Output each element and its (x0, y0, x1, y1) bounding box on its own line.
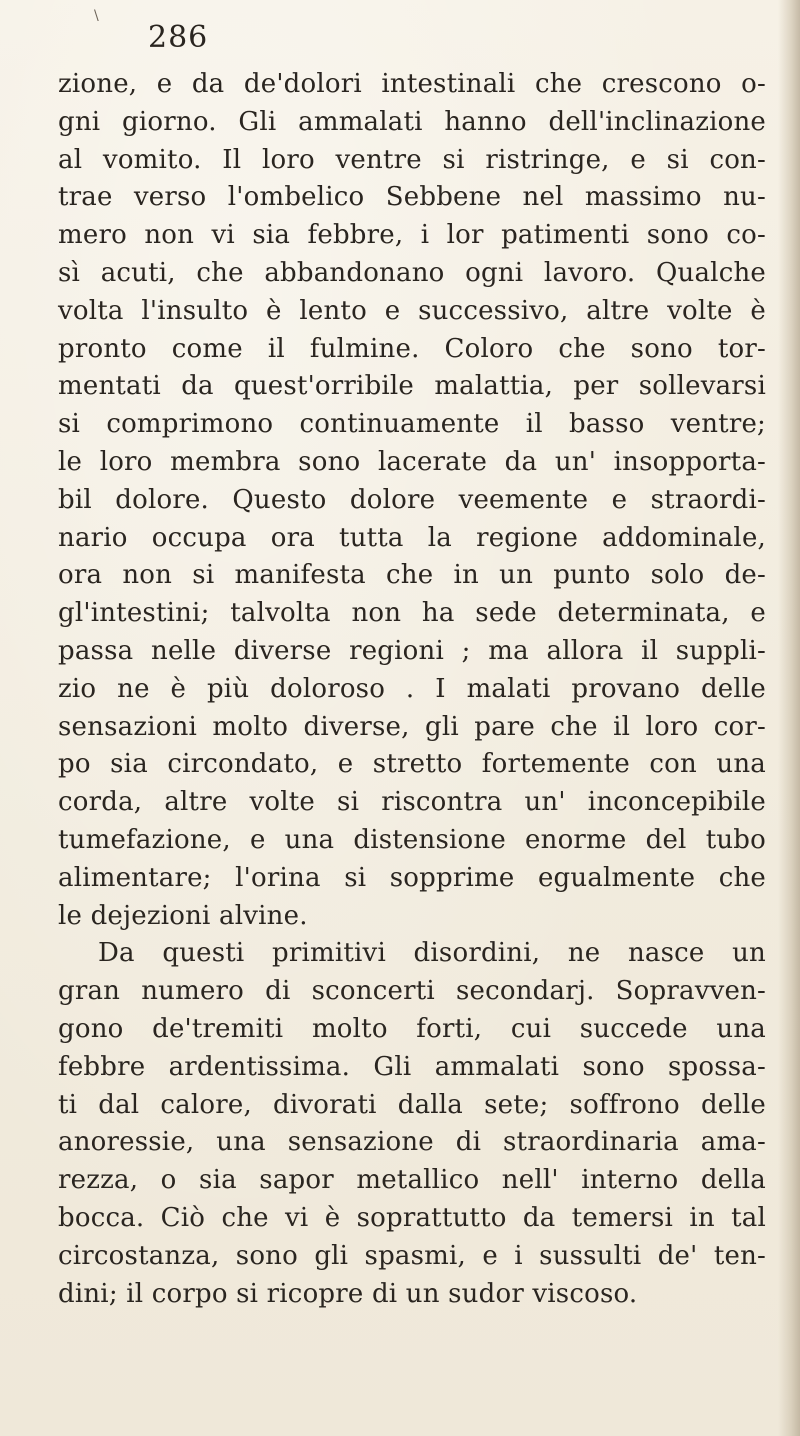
text-line: febbre ardentissima. Gli ammalati sono spossa- (58, 1051, 766, 1082)
body-text (58, 66, 766, 1313)
text-line: sensazioni molto diverse, gli pare che il loro cor- (58, 711, 766, 742)
text-line: anoressie, una sensazione di straordinaria ama- (58, 1127, 766, 1158)
text-line: po sia circondato, e stretto fortemente con una (58, 749, 766, 780)
text-line: trae verso l'ombelico Sebbene nel massimo nu- (58, 182, 766, 213)
paragraph-end-line: dini; il corpo si ricopre di un sudor viscoso. (58, 1278, 638, 1309)
text-line: circostanza, sono gli spasmi, e i sussulti de' ten- (58, 1240, 766, 1271)
text-line: gni giorno. Gli ammalati hanno dell'inclinazione (58, 106, 766, 137)
text-line: gono de'tremiti molto forti, cui succede una (58, 1013, 766, 1044)
text-line: rezza, o sia sapor metallico nell' interno della (58, 1165, 766, 1196)
text-line: ora non si manifesta che in un punto solo de- (58, 560, 766, 591)
text-line: gran numero di sconcerti secondarj. Sopravven- (58, 976, 766, 1007)
text-line: alimentare; l'orina si sopprime egualmente che (58, 862, 766, 893)
text-line: mero non vi sia febbre, i lor patimenti sono co- (58, 220, 766, 251)
text-line: volta l'insulto è lento e successivo, altre volte è (58, 295, 766, 326)
text-line: tumefazione, e una distensione enorme del tubo (58, 824, 766, 855)
text-line: bocca. Ciò che vi è soprattutto da temersi in tal (58, 1202, 766, 1233)
text-line: zione, e da de'dolori intestinali che crescono o- (58, 69, 766, 99)
text-line: corda, altre volte si riscontra un' inconcepibile (58, 787, 766, 818)
text-line: sì acuti, che abbandonano ogni lavoro. Qualche (58, 257, 766, 288)
text-line: zio ne è più doloroso . I malati provano delle (58, 673, 766, 704)
text-line: bil dolore. Questo dolore veemente e straordi- (58, 484, 766, 515)
text-line: si comprimono continuamente il basso ventre; (58, 409, 766, 440)
text-line: pronto come il fulmine. Coloro che sono tor- (58, 333, 766, 364)
page-edge-shadow (778, 0, 800, 1436)
text-line: le loro membra sono lacerate da un' insopporta- (58, 446, 766, 477)
text-line: gl'intestini; talvolta non ha sede determinata, e (58, 598, 766, 629)
text-line: mentati da quest'orribile malattia, per sollevarsi (58, 371, 766, 402)
paragraph-end-line: le dejezioni alvine. (58, 900, 308, 931)
margin-mark: \ (94, 8, 99, 24)
text-line: al vomito. Il loro ventre si ristringe, e si con- (58, 144, 766, 175)
paragraph-start-line: Da questi primitivi disordini, ne nasce un (98, 938, 766, 969)
text-line: ti dal calore, divorati dalla sete; soffrono delle (58, 1089, 766, 1120)
text-line: passa nelle diverse regioni ; ma allora il suppli- (58, 635, 766, 666)
text-line: nario occupa ora tutta la regione addominale, (58, 522, 766, 553)
page-number: 286 (148, 20, 209, 55)
